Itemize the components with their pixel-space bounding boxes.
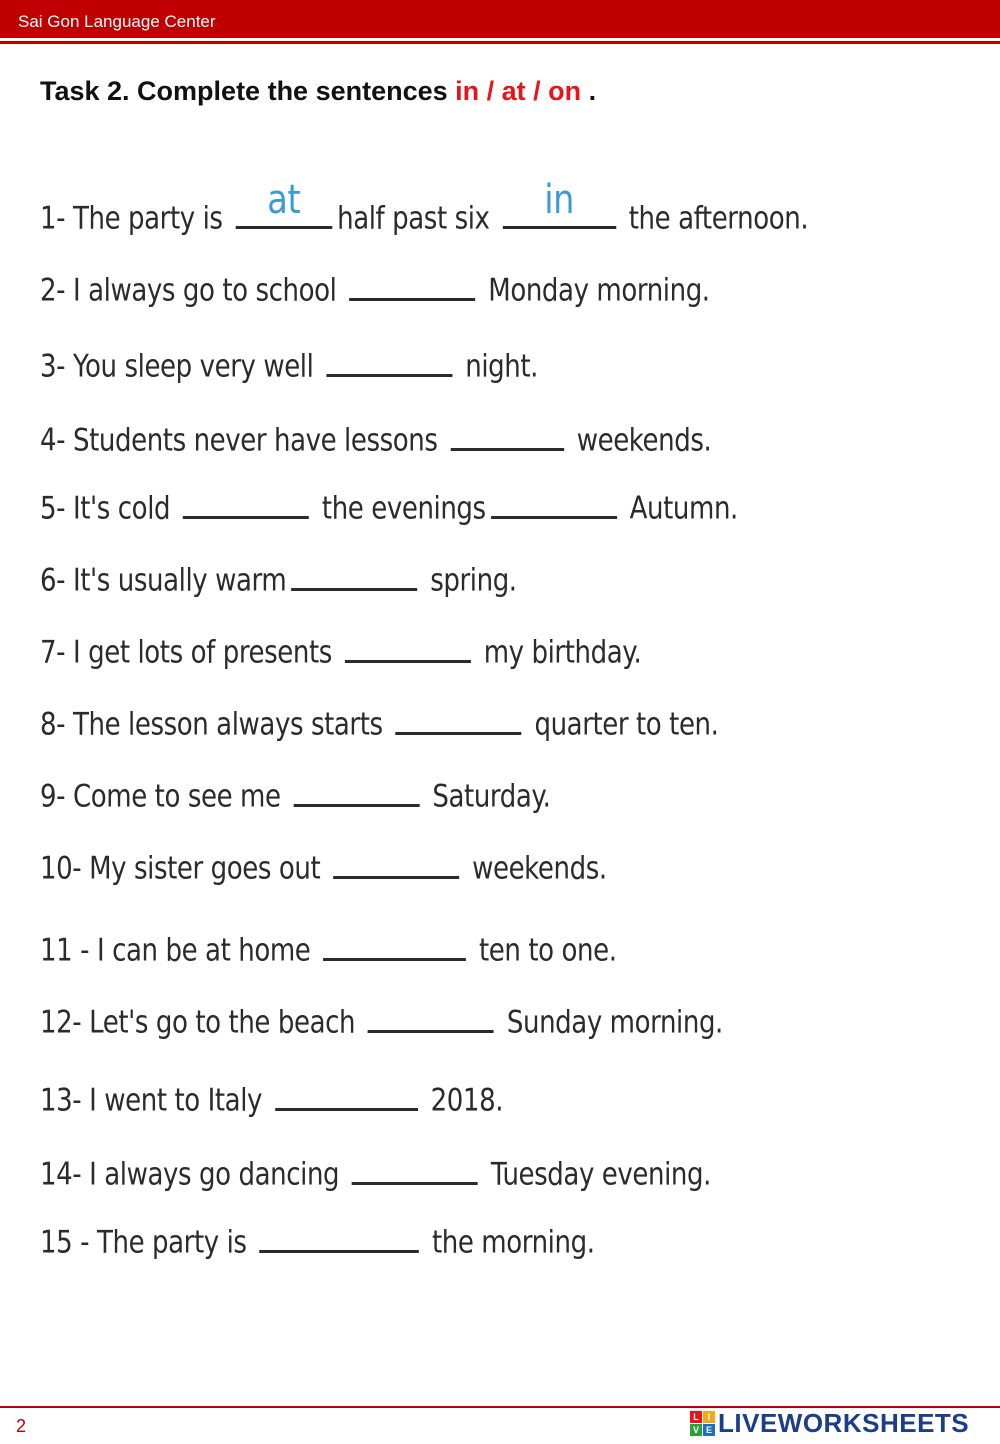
- answer-blank[interactable]: [352, 1152, 478, 1185]
- sentence-11: [40, 928, 617, 969]
- answer-blank[interactable]: [275, 1078, 418, 1111]
- page-number: 2: [16, 1416, 27, 1436]
- answer-input[interactable]: [345, 630, 471, 660]
- answer-blank[interactable]: [349, 268, 475, 301]
- answer-blank[interactable]: [333, 846, 459, 879]
- answer-input[interactable]: [183, 486, 309, 516]
- sentence-number: 12-: [40, 1004, 82, 1041]
- sentence-number: 4-: [40, 422, 66, 459]
- sentence-15: [40, 1220, 595, 1261]
- sentence-text: half past six: [337, 200, 490, 237]
- sentence-text: 2018.: [430, 1082, 504, 1119]
- answer-blank[interactable]: [183, 486, 309, 519]
- sentence-text: weekends.: [576, 422, 712, 459]
- logo-mark-icon: L I V E: [690, 1411, 715, 1436]
- sentence-4: [40, 418, 711, 459]
- sentence-9: [40, 774, 551, 815]
- sentence-text: Sunday morning.: [506, 1004, 723, 1041]
- sentence-text: weekends.: [472, 850, 607, 887]
- answer-input[interactable]: [352, 1152, 478, 1182]
- answer-blank[interactable]: [502, 176, 615, 229]
- task-options: in / at / on: [455, 76, 582, 106]
- filled-answer: in: [544, 176, 575, 223]
- sentence-text: spring.: [430, 562, 517, 599]
- sentence-13: [40, 1078, 503, 1119]
- answer-input[interactable]: [326, 344, 452, 374]
- sentence-12: [40, 1000, 723, 1041]
- sentence-text: The party is: [72, 200, 223, 237]
- sentence-text: Tuesday evening.: [490, 1156, 711, 1193]
- sentence-text: The lesson always starts: [72, 706, 383, 743]
- sentence-number: 9-: [40, 778, 66, 815]
- sentence-text: my birthday.: [483, 634, 642, 671]
- sentence-text: Monday morning.: [488, 272, 710, 309]
- answer-input[interactable]: [259, 1220, 419, 1250]
- answer-blank[interactable]: [396, 702, 522, 735]
- sentence-text: It's cold: [72, 490, 171, 527]
- sentence-text: I went to Italy: [89, 1082, 263, 1119]
- answer-blank[interactable]: [293, 774, 419, 807]
- sentence-number: 14-: [40, 1156, 82, 1193]
- sentence-text: Let's go to the beach: [89, 1004, 356, 1041]
- answer-blank[interactable]: [323, 928, 466, 961]
- answer-input[interactable]: [368, 1000, 494, 1030]
- sentence-2: [40, 268, 710, 309]
- sentence-text: the afternoon.: [628, 200, 809, 237]
- center-name: Sai Gon Language Center: [18, 12, 216, 31]
- sentence-text: quarter to ten.: [534, 706, 719, 743]
- answer-input[interactable]: [349, 268, 475, 298]
- sentence-number: 2-: [40, 272, 66, 309]
- sentence-number: 10-: [40, 850, 82, 887]
- sentence-number: 6-: [40, 562, 66, 599]
- sentence-text: Autumn.: [629, 490, 738, 527]
- answer-input[interactable]: [293, 774, 419, 804]
- answer-input[interactable]: [323, 928, 466, 958]
- sentence-text: the evenings: [321, 490, 486, 527]
- sentence-text: I get lots of presents: [72, 634, 332, 671]
- sentence-text: The party is: [97, 1224, 247, 1261]
- sentence-7: [40, 630, 641, 671]
- sentence-number: 13-: [40, 1082, 82, 1119]
- sentence-text: You sleep very well: [72, 348, 314, 385]
- sentence-number: 3-: [40, 348, 66, 385]
- answer-blank[interactable]: [326, 344, 452, 377]
- task-title-end: .: [581, 76, 597, 106]
- sentence-6: [40, 558, 517, 599]
- sentence-text: Saturday.: [432, 778, 551, 815]
- logo-text: LIVEWORKSHEETS: [718, 1407, 970, 1438]
- sentence-number: 8-: [40, 706, 66, 743]
- task-title: [40, 76, 596, 107]
- sentence-number: 5-: [40, 490, 66, 527]
- answer-blank[interactable]: [491, 486, 617, 519]
- sentence-text: the morning.: [431, 1224, 595, 1261]
- sentence-text: My sister goes out: [89, 850, 321, 887]
- answer-input[interactable]: [275, 1078, 418, 1108]
- answer-blank[interactable]: [291, 558, 417, 591]
- answer-blank[interactable]: [368, 1000, 494, 1033]
- sentence-5: [40, 486, 738, 527]
- answer-input[interactable]: [396, 702, 522, 732]
- answer-input[interactable]: [450, 418, 563, 448]
- answer-blank[interactable]: [235, 176, 332, 229]
- liveworksheets-logo[interactable]: [690, 1408, 969, 1438]
- filled-answer: at: [267, 176, 301, 223]
- sentence-text: It's usually warm: [72, 562, 287, 599]
- sentence-number: 11 -: [40, 932, 90, 969]
- header-rule: [0, 41, 1000, 44]
- sentence-number: 15 -: [40, 1224, 90, 1261]
- sentence-1: [40, 176, 809, 237]
- sentence-3: [40, 344, 538, 385]
- answer-blank[interactable]: [450, 418, 563, 451]
- answer-input[interactable]: [291, 558, 417, 588]
- sentence-text: I can be at home: [97, 932, 311, 969]
- sentence-text: ten to one.: [479, 932, 617, 969]
- sentence-text: Students never have lessons: [72, 422, 438, 459]
- sentence-text: night.: [465, 348, 539, 385]
- sentence-text: Come to see me: [72, 778, 281, 815]
- answer-blank[interactable]: [345, 630, 471, 663]
- task-title-text: Task 2. Complete the sentences: [40, 76, 456, 106]
- answer-blank[interactable]: [259, 1220, 419, 1253]
- answer-input[interactable]: [333, 846, 459, 876]
- sentence-8: [40, 702, 719, 743]
- sentence-10: [40, 846, 607, 887]
- sentence-number: 1-: [40, 200, 66, 237]
- sentence-text: I always go dancing: [89, 1156, 340, 1193]
- header-bar: [0, 0, 1000, 38]
- sentence-text: I always go to school: [72, 272, 337, 309]
- answer-input[interactable]: [491, 486, 617, 516]
- sentence-14: [40, 1152, 711, 1193]
- sentence-number: 7-: [40, 634, 66, 671]
